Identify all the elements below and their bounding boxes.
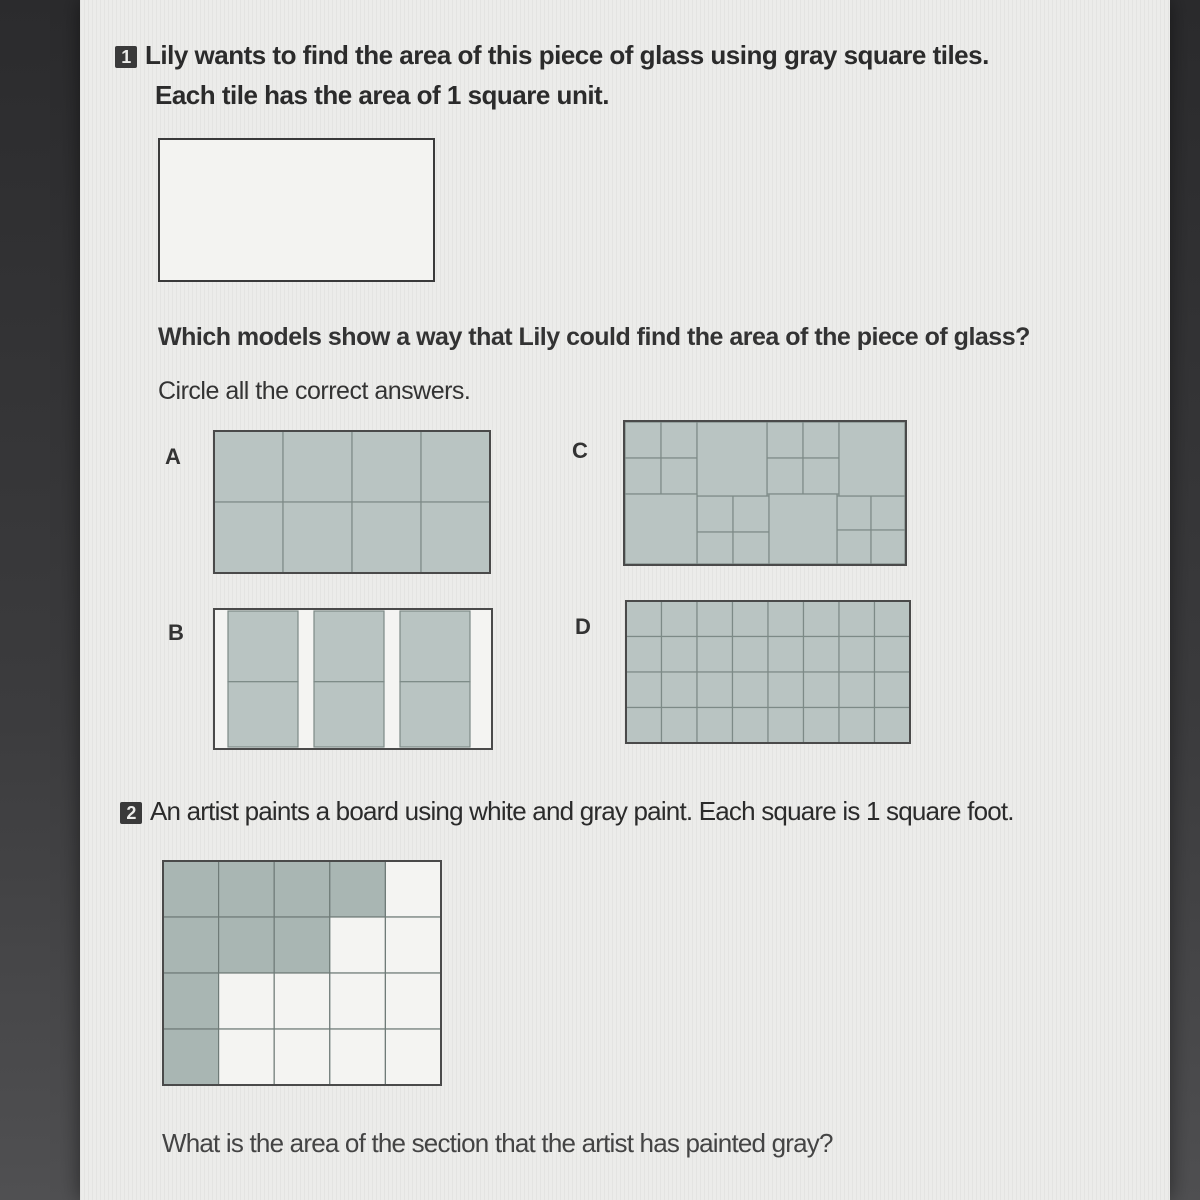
- tile: [767, 422, 803, 458]
- option-a-letter: A: [165, 444, 181, 469]
- option-d-model[interactable]: [625, 600, 911, 744]
- option-c-letter: C: [572, 438, 588, 463]
- tile: [662, 672, 698, 708]
- tile: [767, 458, 803, 494]
- tile: [697, 422, 767, 496]
- white-square: [219, 1029, 275, 1085]
- question-1-text: Lily wants to find the area of this piece of glass using gray square tiles.: [145, 40, 989, 70]
- white-square: [274, 973, 330, 1029]
- tile: [837, 530, 871, 564]
- tile: [839, 637, 875, 673]
- tile: [768, 672, 804, 708]
- tile: [804, 672, 840, 708]
- tile: [625, 422, 661, 458]
- tile: [400, 611, 470, 682]
- tile: [626, 601, 662, 637]
- gray-square: [163, 917, 219, 973]
- tile: [839, 601, 875, 637]
- tile: [625, 494, 697, 564]
- tile: [733, 496, 769, 532]
- question-1-prompt: Which models show a way that Lily could find the area of the piece of glass?: [158, 323, 1030, 351]
- question-1-instruction: Circle all the correct answers.: [158, 377, 471, 405]
- tile: [733, 708, 769, 744]
- tile: [314, 611, 384, 682]
- tile: [697, 601, 733, 637]
- option-c-model[interactable]: [623, 420, 907, 566]
- white-square: [385, 861, 441, 917]
- white-square: [330, 1029, 386, 1085]
- tile: [421, 431, 490, 502]
- glass-rectangle: [158, 138, 435, 282]
- tile: [871, 496, 905, 530]
- tile: [400, 682, 470, 747]
- question-2-text: An artist paints a board using white and gray paint. Each square is 1 square foot.: [150, 796, 1014, 826]
- tile: [697, 708, 733, 744]
- tile: [661, 422, 697, 458]
- tile: [283, 431, 352, 502]
- white-square: [219, 973, 275, 1029]
- tile: [352, 502, 421, 573]
- tile: [314, 682, 384, 747]
- tile: [768, 708, 804, 744]
- gray-square: [163, 861, 219, 917]
- tile: [625, 458, 661, 494]
- question-1-number: 1: [115, 46, 137, 68]
- tile: [626, 672, 662, 708]
- tile: [283, 502, 352, 573]
- tile: [214, 502, 283, 573]
- white-square: [385, 1029, 441, 1085]
- tile: [697, 496, 733, 532]
- gray-square: [163, 973, 219, 1029]
- tile: [214, 431, 283, 502]
- tile: [733, 601, 769, 637]
- tile: [228, 682, 298, 747]
- gray-square: [163, 1029, 219, 1085]
- tile: [839, 708, 875, 744]
- tile: [875, 708, 911, 744]
- option-b-letter: B: [168, 620, 184, 645]
- option-d-letter: D: [575, 614, 591, 639]
- tile: [697, 672, 733, 708]
- gray-square: [274, 917, 330, 973]
- tile: [804, 601, 840, 637]
- tile: [804, 637, 840, 673]
- tile: [837, 496, 871, 530]
- question-1-line-2: Each tile has the area of 1 square unit.: [155, 80, 609, 110]
- tile: [804, 708, 840, 744]
- tile: [626, 708, 662, 744]
- tile: [768, 601, 804, 637]
- gray-square: [219, 917, 275, 973]
- tile: [733, 532, 769, 564]
- white-square: [330, 973, 386, 1029]
- tile: [875, 601, 911, 637]
- tile: [733, 672, 769, 708]
- tile: [662, 637, 698, 673]
- tile: [768, 637, 804, 673]
- option-a-model[interactable]: [213, 430, 491, 574]
- tile: [871, 530, 905, 564]
- tile: [661, 458, 697, 494]
- tile: [839, 672, 875, 708]
- tile: [875, 672, 911, 708]
- white-square: [330, 917, 386, 973]
- question-2-text-line: [120, 796, 1014, 827]
- question-2-question: What is the area of the section that the artist has painted gray?: [162, 1128, 833, 1158]
- painted-board: [162, 860, 442, 1086]
- tile: [228, 611, 298, 682]
- tile: [697, 532, 733, 564]
- tile: [733, 637, 769, 673]
- white-square: [385, 973, 441, 1029]
- white-square: [385, 917, 441, 973]
- tile: [697, 637, 733, 673]
- white-square: [274, 1029, 330, 1085]
- gray-square: [330, 861, 386, 917]
- tile: [421, 502, 490, 573]
- tile: [803, 458, 839, 494]
- tile: [352, 431, 421, 502]
- gray-square: [219, 861, 275, 917]
- tile: [803, 422, 839, 458]
- tile: [839, 422, 905, 496]
- question-2-number: 2: [120, 802, 142, 824]
- tile: [769, 494, 837, 564]
- tile: [662, 601, 698, 637]
- option-b-model[interactable]: [213, 608, 493, 750]
- worksheet-page: [80, 0, 1170, 1200]
- tile: [662, 708, 698, 744]
- question-1-line-1: [115, 40, 989, 71]
- gray-square: [274, 861, 330, 917]
- tile: [875, 637, 911, 673]
- tile: [626, 637, 662, 673]
